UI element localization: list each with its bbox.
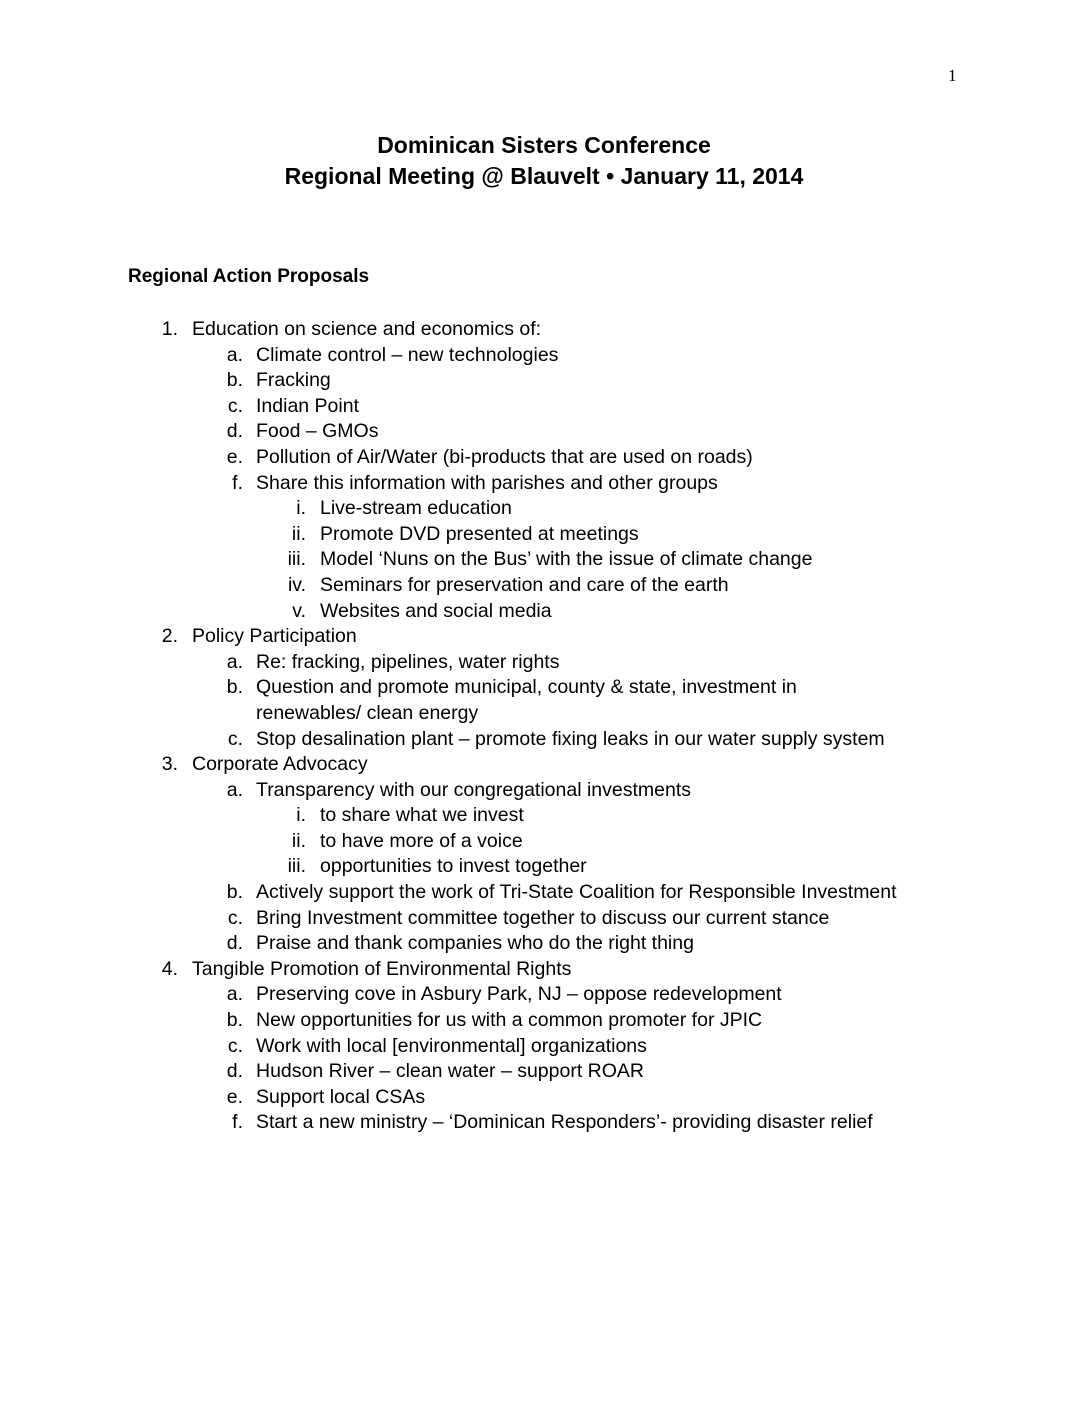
sub-item-letter: c.: [227, 906, 243, 929]
sub-item-text: Question and promote municipal, county & state, investment in renewables/ clean energy: [256, 676, 797, 724]
section-heading: Regional Action Proposals: [128, 266, 370, 287]
sub-item-text: Work with local [environmental] organizations: [256, 1034, 647, 1057]
sub-item: [0, 419, 1088, 445]
sub-item: [0, 1059, 1088, 1085]
sub-sub-item-numeral: iv.: [287, 573, 306, 596]
sub-item: [0, 1008, 1088, 1034]
sub-item-text: Pollution of Air/Water (bi-products that are used on roads): [256, 445, 753, 468]
sub-sub-item-text: opportunities to invest together: [320, 855, 587, 878]
sub-sub-item: [0, 803, 1088, 829]
document-title: [0, 130, 1088, 192]
sub-sub-item: [0, 522, 1088, 548]
sub-item-letter: a.: [226, 983, 243, 1006]
sub-item-text: Stop desalination plant – promote fixing leaks in our water supply system: [256, 727, 885, 750]
sub-sub-item-numeral: iii.: [287, 548, 306, 571]
sub-sub-item-numeral: i.: [296, 497, 306, 520]
proposals-list: [0, 317, 1088, 1136]
list-item: [0, 752, 1088, 778]
sub-item-letter: e.: [226, 445, 243, 468]
sub-sub-item-numeral: ii.: [291, 829, 306, 852]
sub-sub-item: [0, 854, 1088, 880]
sub-item-letter: a.: [226, 343, 243, 366]
item-number: 2.: [161, 625, 178, 648]
sub-item-letter: d.: [226, 932, 243, 955]
sub-item-letter: b.: [226, 676, 243, 699]
sub-item-letter: f.: [232, 1111, 243, 1134]
item-text: Education on science and economics of:: [192, 318, 542, 340]
sub-item: [0, 1034, 1088, 1060]
item-number: 3.: [161, 753, 178, 776]
sub-item: [0, 368, 1088, 394]
sub-item-letter: f.: [232, 471, 243, 494]
sub-item-letter: d.: [226, 420, 243, 443]
sub-sub-item-text: Websites and social media: [320, 599, 552, 622]
sub-item: [0, 906, 1088, 932]
sub-item-letter: b.: [226, 881, 243, 904]
sub-sub-item-text: Seminars for preservation and care of the earth: [320, 573, 729, 596]
sub-item-text: Hudson River – clean water – support ROAR: [256, 1060, 645, 1083]
sub-item: [0, 394, 1088, 420]
sub-sub-item-text: Model ‘Nuns on the Bus’ with the issue of climate change: [320, 548, 813, 571]
sub-item-text: Transparency with our congregational investments: [256, 778, 691, 801]
sub-item: [0, 343, 1088, 369]
sub-sub-item: [0, 599, 1088, 625]
sub-item-letter: c.: [227, 1034, 243, 1057]
sub-item-letter: a.: [226, 650, 243, 673]
sub-item-letter: c.: [227, 394, 243, 417]
sub-item-text: Praise and thank companies who do the right thing: [256, 932, 694, 955]
sub-sub-item: [0, 573, 1088, 599]
list-item: [0, 317, 1088, 343]
sub-item: [0, 650, 1088, 676]
sub-item-letter: c.: [227, 727, 243, 750]
sub-item-text: Bring Investment committee together to discuss our current stance: [256, 906, 830, 929]
sub-sub-item-numeral: ii.: [291, 522, 306, 545]
sub-sub-item: [0, 547, 1088, 573]
item-number: 1.: [161, 318, 178, 340]
title-line-1: Dominican Sisters Conference: [377, 132, 711, 158]
sub-item: [0, 982, 1088, 1008]
list-item: [0, 624, 1088, 650]
sub-sub-item: [0, 829, 1088, 855]
sub-item-text: Fracking: [256, 369, 331, 392]
sub-sub-item-numeral: iii.: [287, 855, 306, 878]
title-line-2: Regional Meeting @ Blauvelt • January 11, 2014: [284, 163, 804, 189]
sub-item: [0, 727, 1088, 753]
sub-item-text: Re: fracking, pipelines, water rights: [256, 650, 560, 673]
sub-sub-item-text: to share what we invest: [320, 804, 524, 827]
sub-item-text: Support local CSAs: [256, 1085, 426, 1108]
sub-item: [0, 880, 1088, 906]
sub-sub-item-numeral: i.: [296, 804, 306, 827]
sub-item-text: Share this information with parishes and other groups: [256, 471, 718, 494]
sub-item: [0, 675, 1088, 726]
sub-sub-item: [0, 496, 1088, 522]
item-number: 4.: [161, 957, 178, 980]
sub-item-text: Indian Point: [256, 394, 359, 417]
sub-sub-item-text: to have more of a voice: [320, 829, 523, 852]
sub-item: [0, 471, 1088, 497]
sub-sub-item-text: Live-stream education: [320, 497, 512, 520]
sub-item-text: Actively support the work of Tri-State Coalition for Responsible Investment: [256, 881, 897, 904]
sub-item-text: Preserving cove in Asbury Park, NJ – oppose redevelopment: [256, 983, 782, 1006]
sub-item-text: Climate control – new technologies: [256, 343, 559, 366]
sub-sub-item-numeral: v.: [292, 599, 306, 622]
item-text: Tangible Promotion of Environmental Rights: [192, 957, 572, 980]
item-text: Policy Participation: [192, 625, 357, 648]
sub-item-text: Start a new ministry – ‘Dominican Responders’- providing disaster relief: [256, 1111, 873, 1134]
sub-item: [0, 1085, 1088, 1111]
sub-item: [0, 1110, 1088, 1136]
sub-item-text: New opportunities for us with a common promoter for JPIC: [256, 1009, 763, 1032]
item-text: Corporate Advocacy: [192, 753, 368, 776]
sub-sub-item-text: Promote DVD presented at meetings: [320, 522, 639, 545]
sub-item-letter: b.: [226, 1009, 243, 1032]
sub-item-letter: e.: [226, 1085, 243, 1108]
sub-item: [0, 931, 1088, 957]
page-number: 1: [948, 66, 957, 85]
sub-item: [0, 445, 1088, 471]
sub-item: [0, 778, 1088, 804]
sub-item-letter: a.: [226, 778, 243, 801]
sub-item-letter: b.: [226, 369, 243, 392]
sub-item-text: Food – GMOs: [256, 420, 379, 443]
list-item: [0, 957, 1088, 983]
sub-item-letter: d.: [226, 1060, 243, 1083]
